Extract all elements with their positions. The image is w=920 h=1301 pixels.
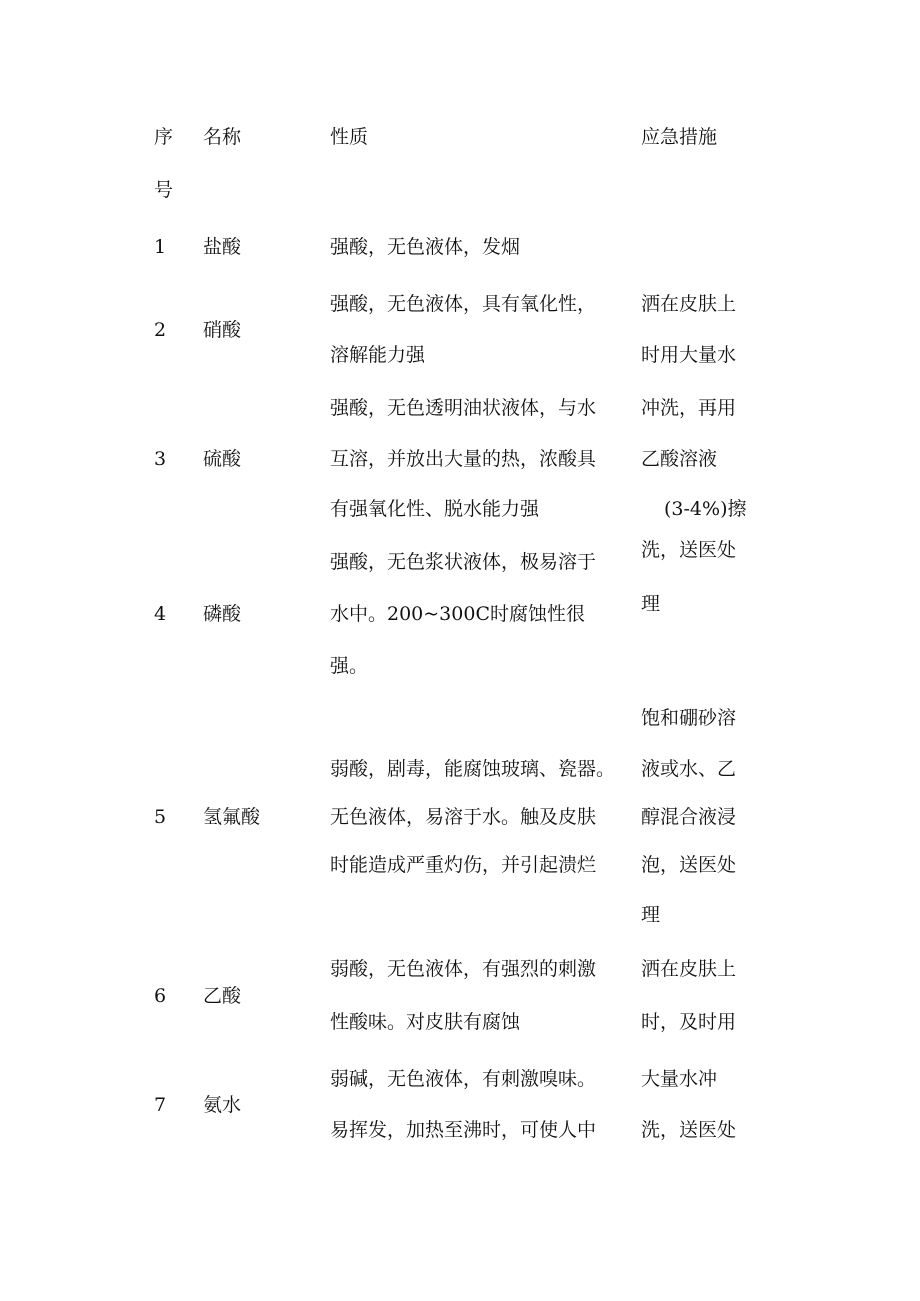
row-4-property-line: 强酸，无色浆状液体，极易溶于 (330, 551, 597, 573)
row-2-property-line: 强酸，无色液体，具有氧化性， (330, 293, 597, 315)
measure-2-line: 醇混合液浸 (641, 806, 737, 828)
row-6-property-line: 性酸味。对皮肤有腐蚀 (330, 1011, 521, 1033)
measure-1-line: (3-4%)擦 (664, 498, 747, 520)
measure-3-line: 时，及时用 (641, 1011, 737, 1033)
row-4-property-line: 水中。200~300C时腐蚀性很 (330, 603, 585, 625)
measure-2-line: 理 (641, 904, 661, 926)
measure-1-line: 乙酸溶液 (641, 448, 718, 470)
header-property: 性质 (330, 126, 369, 148)
row-5-seq: 5 (154, 806, 167, 828)
row-1-property-line: 强酸，无色液体，发烟 (330, 236, 521, 258)
measure-3-line: 洗，送医处 (641, 1119, 737, 1141)
row-2-seq: 2 (154, 319, 167, 341)
row-5-name: 氢氟酸 (203, 806, 261, 828)
measure-1-line: 冲洗，再用 (641, 397, 737, 419)
header-seq-line1: 序 (154, 126, 174, 148)
row-3-seq: 3 (154, 448, 167, 470)
measure-1-line: 洗，送医处 (641, 539, 737, 561)
measure-3-line: 大量水冲 (641, 1068, 718, 1090)
measure-1-line: 时用大量水 (641, 344, 737, 366)
row-4-seq: 4 (154, 603, 167, 625)
measure-2-line: 饱和硼砂溶 (641, 707, 737, 729)
header-seq-line2: 号 (154, 179, 174, 201)
measure-2-line: 泡，送医处 (641, 854, 737, 876)
measure-1-line: 理 (641, 593, 661, 615)
row-1-seq: 1 (154, 236, 167, 258)
row-3-property-line: 互溶，并放出大量的热，浓酸具 (330, 448, 597, 470)
row-7-seq: 7 (154, 1094, 167, 1116)
row-6-property-line: 弱酸，无色液体，有强烈的刺激 (330, 958, 597, 980)
row-6-name: 乙酸 (203, 985, 242, 1007)
measure-2-line: 液或水、乙 (641, 758, 737, 780)
row-7-property-line: 易挥发，加热至沸时，可使人中 (330, 1119, 597, 1141)
row-7-name: 氨水 (203, 1094, 242, 1116)
row-5-property-line: 时能造成严重灼伤，并引起溃烂 (330, 854, 597, 876)
measure-3-line: 洒在皮肤上 (641, 958, 737, 980)
row-5-property-line: 无色液体，易溶于水。触及皮肤 (330, 806, 597, 828)
row-1-name: 盐酸 (203, 236, 242, 258)
row-4-property-line: 强。 (330, 655, 369, 677)
row-3-property-line: 强酸，无色透明油状液体，与水 (330, 397, 597, 419)
row-5-property-line: 弱酸，剧毒，能腐蚀玻璃、瓷器。 (330, 758, 616, 780)
row-4-name: 磷酸 (203, 603, 242, 625)
row-6-seq: 6 (154, 985, 167, 1007)
measure-1-line: 洒在皮肤上 (641, 293, 737, 315)
header-measures: 应急措施 (641, 126, 718, 148)
header-name: 名称 (203, 126, 242, 148)
row-2-name: 硝酸 (203, 319, 242, 341)
row-3-property-line: 有强氧化性、脱水能力强 (330, 498, 540, 520)
row-3-name: 硫酸 (203, 448, 242, 470)
row-2-property-line: 溶解能力强 (330, 344, 426, 366)
row-7-property-line: 弱碱，无色液体，有刺激嗅味。 (330, 1068, 597, 1090)
